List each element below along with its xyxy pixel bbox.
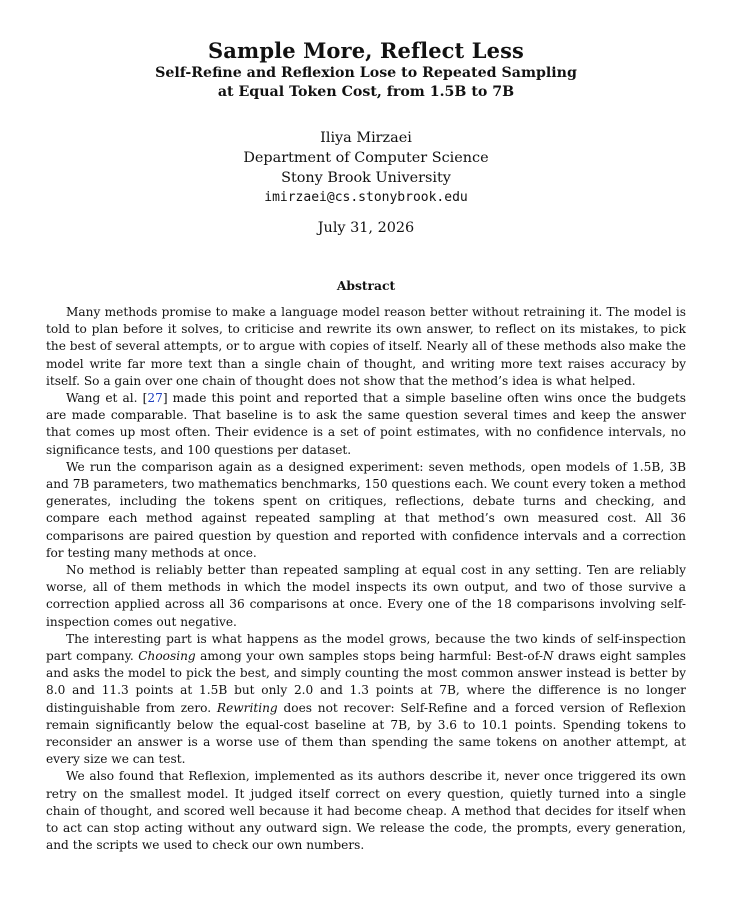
p5-text-c: draws eight samples and asks the model to pick the best, and simply counting the most common answer instead is better by 8.0 and 11.3 points at 1.5B but only 2.0 and 1.3 points at 7B, where the difference is no longer distinguishable from zero. — [46, 649, 687, 715]
paper-subtitle — [0, 64, 732, 102]
citation-link[interactable]: 27 — [147, 391, 163, 406]
p5-text-b: among your own samples stops being harmful: Best-of- — [195, 649, 543, 664]
subtitle-line-1: Self-Refine and Reflexion Lose to Repeated Sampling — [155, 65, 577, 81]
p5-emphasis-choosing: Choosing — [138, 649, 196, 664]
author-department: Department of Computer Science — [243, 150, 489, 166]
author-university: Stony Brook University — [281, 170, 451, 186]
author-email: imirzaei@cs.stonybrook.edu — [264, 190, 468, 205]
abstract-paragraph-2 — [46, 390, 686, 459]
p2-text-before: Wang et al. [ — [66, 391, 148, 406]
p5-text-a: The interesting part is what happens as the model grows, because the two kinds of self-inspection part company. — [46, 631, 686, 664]
abstract-body — [46, 304, 686, 855]
abstract-paragraph-4: No method is reliably better than repeated sampling at equal cost in any setting. Ten are reliably worse, all of them methods in which the model inspects its own output, and two of those survive a correction applied across all 36 comparisons at once. Every one of the 18 comparisons involving self-inspection comes out negative. — [46, 563, 686, 629]
paper-title: Sample More, Reflect Less — [208, 38, 524, 63]
abstract-heading: Abstract — [336, 278, 396, 293]
subtitle-line-2: at Equal Token Cost, from 1.5B to 7B — [217, 84, 515, 100]
paper-date: July 31, 2026 — [317, 220, 415, 236]
abstract-paragraph-5 — [46, 631, 686, 769]
author-name: Iliya Mirzaei — [320, 130, 412, 146]
abstract-paragraph-6: We also found that Reflexion, implemented as its authors describe it, never once triggered its own retry on the smallest model. It judged itself correct on every question, quietly turned into a single chain of thought, and scored well because it had become cheap. A method that decides for itself when to act can stop acting without any outward sign. We release the code, the prompts, every generation, and the scripts we used to check our own numbers. — [46, 769, 686, 853]
p2-text-after: ] made this point and reported that a simple baseline often wins once the budgets are made comparable. That baseline is to ask the same question several times and keep the answer that comes up most often. Their evidence is a set of point estimates, with no confidence intervals, no significance tests, and 100 questions per dataset. — [46, 391, 686, 457]
abstract-paragraph-1: Many methods promise to make a language model reason better without retraining it. The model is told to plan before it solves, to criticise and rewrite its own answer, to reflect on its mistakes, to pick the best of several attempts, or to argue with copies of itself. Nearly all of these methods also make the model write far more text than a single chain of thought, and writing more text raises accuracy by itself. So a gain over one chain of thought does not show that the method’s idea is what helped. — [46, 305, 686, 388]
p5-text-d: does not recover: Self-Refine and a forced version of Reflexion remain significantly below the equal-cost baseline at 7B, by 3.6 to 10.1 points. Spending tokens to reconsider an answer is a worse use of them than spending the same tokens on another attempt, at every size we can test. — [46, 700, 686, 767]
p5-variable-n: N — [542, 649, 554, 664]
p5-emphasis-rewriting: Rewriting — [216, 700, 278, 715]
author-block — [0, 128, 732, 208]
abstract-paragraph-3: We run the comparison again as a designed experiment: seven methods, open models of 1.5B, 3B and 7B parameters, two mathematics benchmarks, 150 questions each. We count every token a method generates, including the tokens spent on critiques, reflections, debate turns and checking, and compare each method against repeated sampling at that method’s own measured cost. All 36 comparisons are paired question by question and reported with confidence intervals and a correction for testing many methods at once. — [46, 459, 687, 560]
